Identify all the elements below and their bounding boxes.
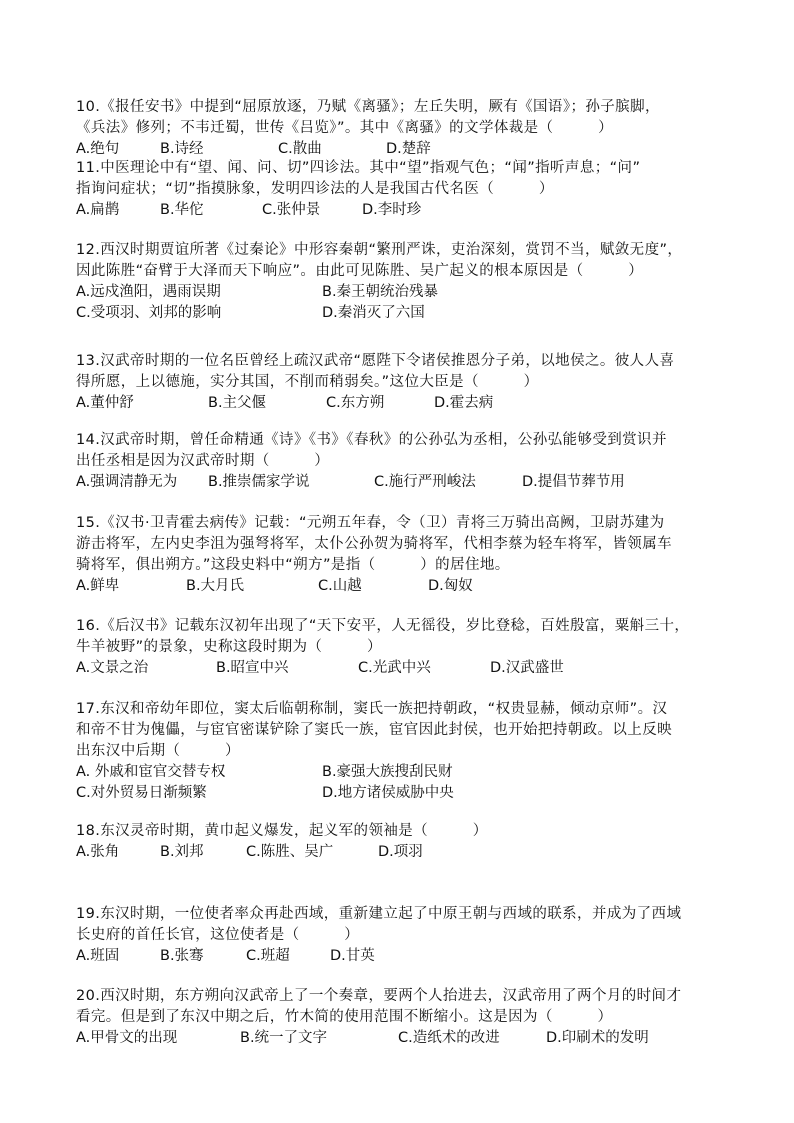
question-stem-line: 看完。但是到了东汉中期之后，竹木简的使用范围不断缩小。这是因为（ ） xyxy=(76,1009,613,1025)
option-row xyxy=(76,303,726,324)
question-stem-line: 出东汉中后期（ ） xyxy=(76,743,240,759)
answer-option: A.鲜卑 xyxy=(76,578,120,594)
answer-option: A.董仲舒 xyxy=(76,395,134,411)
answer-option: D.秦消灭了六国 xyxy=(322,305,425,321)
answer-option: D.楚辞 xyxy=(386,141,431,157)
question-stem-line: 12.西汉时期贾谊所著《过秦论》中形容秦朝“繁刑严诛，吏治深刻，赏罚不当，赋敛无度”， xyxy=(76,242,683,258)
question-stem-line: 16.《后汉书》记载东汉初年出现了“天下安平，人无徭役，岁比登稔，百姓殷富，粟斛三十， xyxy=(76,618,690,634)
option-row xyxy=(76,1028,726,1049)
question-stem-line: 14.汉武帝时期，曾任命精通《诗》《书》《春秋》的公孙弘为丞相，公孙弘能够受到赏识并 xyxy=(76,432,667,448)
answer-option: D.汉武盛世 xyxy=(490,660,564,676)
option-row xyxy=(76,783,726,804)
option-row xyxy=(76,393,726,414)
option-row xyxy=(76,762,726,783)
answer-option: C.造纸术的改进 xyxy=(398,1030,500,1046)
question-15 xyxy=(76,513,726,597)
answer-option: A.绝句 xyxy=(76,141,120,157)
answer-option: C.班超 xyxy=(246,948,290,964)
answer-option: C.陈胜、吴广 xyxy=(246,844,334,860)
answer-option: C.施行严刑峻法 xyxy=(374,474,476,490)
option-row xyxy=(76,282,726,303)
answer-option: D.甘英 xyxy=(330,948,375,964)
option-row xyxy=(76,200,726,221)
option-row xyxy=(76,658,726,679)
answer-option: C.光武中兴 xyxy=(358,660,431,676)
answer-option: B.昭宣中兴 xyxy=(216,660,289,676)
answer-option: B.张骞 xyxy=(160,948,204,964)
question-10 xyxy=(76,97,726,160)
answer-option: C.东方朔 xyxy=(326,395,385,411)
question-stem-line: 11.中医理论中有“望、闻、问、切”四诊法。其中“望”指观气色；“闻”指听声息；“问” xyxy=(76,160,641,176)
question-stem-line: 得所愿，上以德施，实分其国，不削而稍弱矣。”这位大臣是（ ） xyxy=(76,374,539,390)
question-stem-line: 出任丞相是因为汉武帝时期（ ） xyxy=(76,453,330,469)
answer-option: D.地方诸侯威胁中央 xyxy=(322,785,454,801)
answer-option: D.项羽 xyxy=(378,844,423,860)
option-row xyxy=(76,139,726,160)
question-stem-line: 19.东汉时期，一位使者率众再赴西域，重新建立起了中原王朝与西域的联系，并成为了西域 xyxy=(76,906,682,922)
answer-option: C.对外贸易日渐频繁 xyxy=(76,785,207,801)
answer-option: A.班固 xyxy=(76,948,120,964)
question-stem-line: 17.东汉和帝幼年即位，窦太后临朝称制，窦氏一族把持朝政，“权贵显赫，倾动京师”。汉 xyxy=(76,701,668,717)
answer-option: A.扁鹊 xyxy=(76,202,120,218)
answer-option: A.甲骨文的出现 xyxy=(76,1030,178,1046)
answer-option: B.统一了文字 xyxy=(240,1030,328,1046)
answer-option: B.大月氏 xyxy=(186,578,245,594)
question-17 xyxy=(76,699,726,804)
option-row xyxy=(76,946,726,967)
answer-option: B.秦王朝统治残暴 xyxy=(322,284,439,300)
question-16 xyxy=(76,616,726,679)
question-stem-line: 13.汉武帝时期的一位名臣曾经上疏汉武帝“愿陛下令诸侯推恩分子弟，以地侯之。彼人人喜 xyxy=(76,353,675,369)
answer-option: C.张仲景 xyxy=(262,202,321,218)
answer-option: B.豪强大族搜刮民财 xyxy=(322,764,453,780)
option-row xyxy=(76,472,726,493)
answer-option: B.华佗 xyxy=(160,202,204,218)
question-stem-line: 15.《汉书·卫青霍去病传》记载：“元朔五年春，令（卫）青将三万骑出高阙，卫尉苏建为 xyxy=(76,515,665,531)
answer-option: C.受项羽、刘邦的影响 xyxy=(76,305,222,321)
answer-option: D.李时珍 xyxy=(362,202,422,218)
question-stem-line: 长史府的首任长官，这位使者是（ ） xyxy=(76,927,360,943)
answer-option: D.提倡节葬节用 xyxy=(522,474,625,490)
question-14 xyxy=(76,430,726,493)
option-row xyxy=(76,842,726,863)
answer-option: A. 外戚和宦官交替专权 xyxy=(76,764,226,780)
question-19 xyxy=(76,904,726,967)
answer-option: C.散曲 xyxy=(278,141,322,157)
question-stem-line: 游击将军，左内史李沮为强弩将军，太仆公孙贺为骑将军，代相李蔡为轻车将军，皆领属车 xyxy=(76,536,672,552)
answer-option: B.刘邦 xyxy=(160,844,204,860)
question-13 xyxy=(76,351,726,414)
question-stem-line: 《兵法》修列；不韦迁蜀，世传《吕览》”。其中《离骚》的文学体裁是（ ） xyxy=(76,120,614,136)
question-11 xyxy=(76,158,726,221)
question-stem-line: 和帝不甘为傀儡，与宦官密谋铲除了窦氏一族，宦官因此封侯，也开始把持朝政。以上反映 xyxy=(76,722,672,738)
question-20 xyxy=(76,986,726,1049)
question-12 xyxy=(76,240,726,324)
question-stem-line: 18.东汉灵帝时期，黄巾起义爆发，起义军的领袖是（ ） xyxy=(76,823,488,839)
answer-option: C.山越 xyxy=(318,578,362,594)
answer-option: A.远戍渔阳，遇雨误期 xyxy=(76,284,221,300)
answer-option: A.张角 xyxy=(76,844,120,860)
question-stem-line: 10.《报任安书》中提到“屈原放逐，乃赋《离骚》；左丘失明，厥有《国语》；孙子膑脚， xyxy=(76,99,660,115)
answer-option: B.主父偃 xyxy=(208,395,267,411)
answer-option: A.文景之治 xyxy=(76,660,149,676)
question-stem-line: 因此陈胜“奋臂于大泽而天下响应”。由此可见陈胜、吴广起义的根本原因是（ ） xyxy=(76,263,644,279)
question-stem-line: 指询问症状；“切”指摸脉象，发明四诊法的人是我国古代名医（ ） xyxy=(76,181,554,197)
question-stem-line: 20.西汉时期，东方朔向汉武帝上了一个奏章，要两个人抬进去，汉武帝用了两个月的时间才 xyxy=(76,988,682,1004)
answer-option: D.霍去病 xyxy=(434,395,494,411)
answer-option: D.印刷术的发明 xyxy=(546,1030,649,1046)
answer-option: A.强调清静无为 xyxy=(76,474,178,490)
answer-option: B.诗经 xyxy=(160,141,204,157)
question-18 xyxy=(76,821,726,863)
option-row xyxy=(76,576,726,597)
question-stem-line: 牛羊被野”的景象，史称这段时期为（ ） xyxy=(76,639,382,655)
answer-option: B.推崇儒家学说 xyxy=(208,474,310,490)
question-stem-line: 骑将军，俱出朔方。”这段史料中“朔方”是指（ ）的居住地。 xyxy=(76,557,510,573)
answer-option: D.匈奴 xyxy=(428,578,473,594)
